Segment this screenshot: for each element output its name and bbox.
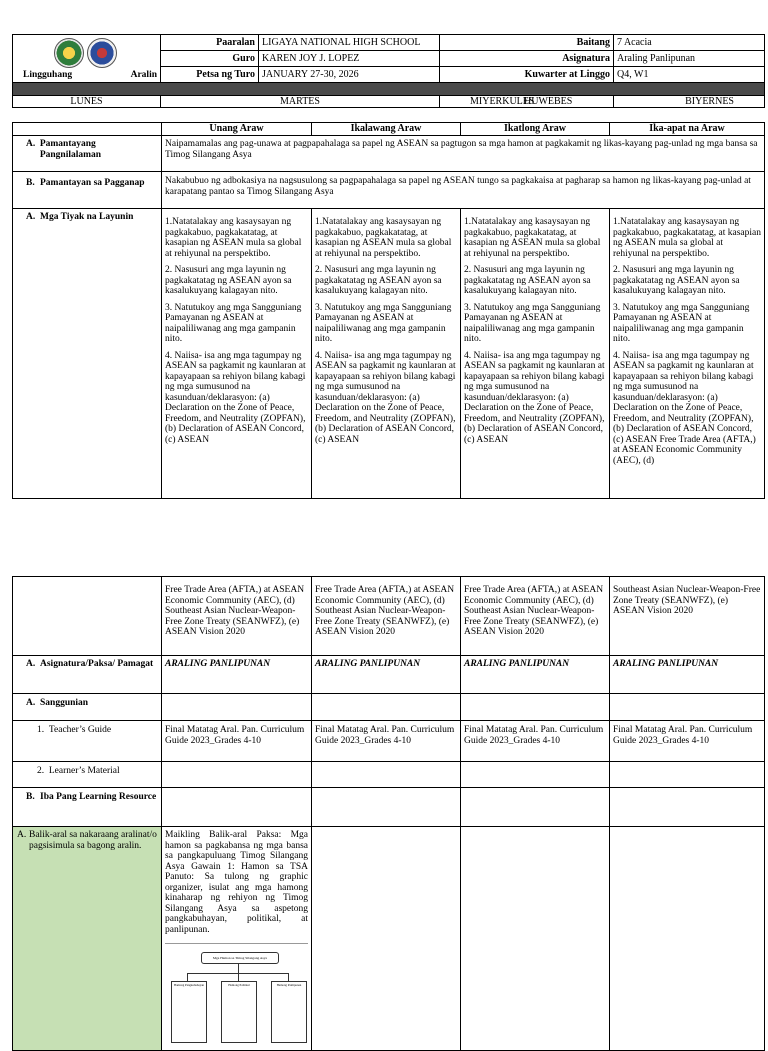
content-standard-label: A. Pamantayang Pangnilalaman bbox=[13, 136, 162, 172]
plan-table-page1 bbox=[12, 122, 765, 499]
plan-table-page2 bbox=[12, 576, 765, 1051]
teacher-label: Guro bbox=[161, 51, 259, 67]
quarter-label: Kuwarter at Linggo bbox=[440, 67, 614, 83]
subject-topic-day1: ARALING PANLIPUNAN bbox=[162, 656, 312, 694]
grade-value: 7 Acacia bbox=[614, 35, 765, 51]
teachers-guide-day4: Final Matatag Aral. Pan. Curriculum Guide 2023_Grades 4-10 bbox=[610, 721, 765, 762]
subject-label: Asignatura bbox=[440, 51, 614, 67]
continuation-day4: Southeast Asian Nuclear-Weapon-Free Zone Treaty (SEANWFZ), (e) ASEAN Vision 2020 bbox=[610, 577, 765, 656]
deped-seal-icon bbox=[87, 38, 117, 68]
day2-header: Ikalawang Araw bbox=[312, 123, 461, 136]
review-text: Maikling Balik-aral Paksa: Mga hamon sa pagkabansa ng mga bansa sa pangkapuluang Timog Silangang Asya Gawain 1: Hamon sa TSA Panuto: Sa tulong ng graphic organizer, isulat ang mga hamong kinaharap ng rehiyon ng Timog Silangang Asya sa aspetong pangkabuhayan, politikal, at panlipunan. bbox=[165, 830, 308, 935]
subject-topic-day2: ARALING PANLIPUNAN bbox=[312, 656, 461, 694]
continuation-day1: Free Trade Area (AFTA,) at ASEAN Economic Community (AEC), (d) Southeast Asian Nuclear-Weapon-Free Zone Treaty (SEANWFZ), (e) ASEAN Vision 2020 bbox=[162, 577, 312, 656]
objectives-day2: 1.Natatalakay ang kasaysayan ng pagkakabuo, pagkakatatag, at kasapian ng ASEAN mula sa global at rehiyunal na perspektibo. 2. Nasusuri ang mga layunin ng pagkakatatag ng ASEAN ayon sa kasalukuyang kalagayan nito. 3. Natutukoy ang mga Sangguniang Pamayanan ng ASEAN at naipaliliwanag ang mga gampanin nito. 4. Naiisa- isa ang mga tagumpay ng ASEAN sa pagkamit ng kaunlaran at kapayapaan sa rehiyon bilang kabagi ng mga sumusunod na kasunduan/deklarasyon: (a) Declaration on the Zone of Peace, Freedom, and Neutrality (ZOPFAN), (b) Declaration of ASEAN Concord, (c) ASEAN bbox=[312, 209, 461, 499]
organizer-box-1: Hamong Pangkabuhayan bbox=[171, 981, 207, 1043]
subject-topic-day3: ARALING PANLIPUNAN bbox=[461, 656, 610, 694]
other-resources-label: B. Iba Pang Learning Resource bbox=[13, 788, 162, 827]
review-day1 bbox=[162, 827, 312, 1051]
objectives-day3: 1.Natatalakay ang kasaysayan ng pagkakabuo, pagkakatatag, at kasapian ng ASEAN mula sa global at rehiyunal na perspektibo. 2. Nasusuri ang mga layunin ng pagkakatatag ng ASEAN ayon sa kasalukuyang kalagayan nito. 3. Natutukoy ang mga Sangguniang Pamayanan ng ASEAN at naipaliliwanag ang mga gampanin nito. 4. Naiisa- isa ang mga tagumpay ng ASEAN sa pagkamit ng kaunlaran at kapayapaan sa rehiyon bilang kabagi ng mga sumusunod na kasunduan/deklarasyon: (a) Declaration on the Zone of Peace, Freedom, and Neutrality (ZOPFAN), (b) Declaration of ASEAN Concord, (c) ASEAN bbox=[461, 209, 610, 499]
day4-header: Ika-apat na Araw bbox=[610, 123, 765, 136]
school-label: Paaralan bbox=[161, 35, 259, 51]
performance-standard-text: Nakabubuo ng adbokasiya na nagsusulong sa pagpapahalaga sa papel ng ASEAN tungo sa pagkakaisa at pagharap sa hamon ng likas-kayang pag-unlad at karapatang pantao sa Timog Silangang Asya bbox=[162, 172, 765, 209]
performance-standard-label: B. Pamantayan sa Pagganap bbox=[13, 172, 162, 209]
logo-cell bbox=[13, 35, 161, 83]
school-seal-icon bbox=[54, 38, 84, 68]
teachers-guide-day1: Final Matatag Aral. Pan. Curriculum Guide 2023_Grades 4-10 bbox=[162, 721, 312, 762]
doc-label-right: Aralin bbox=[130, 70, 157, 80]
dark-divider bbox=[13, 83, 765, 96]
weekday-miyerkules: MIYERKULES bbox=[440, 96, 614, 108]
organizer-title-box: Mga Hamon sa Timog Silangang Asya bbox=[201, 952, 279, 964]
objectives-day1: 1.Natatalakay ang kasaysayan ng pagkakabuo, pagkakatatag, at kasapian ng ASEAN mula sa global at rehiyunal na perspektibo. 2. Nasusuri ang mga layunin ng pagkakatatag ng ASEAN ayon sa kasalukuyang kalagayan nito. 3. Natutukoy ang mga Sangguniang Pamayanan ng ASEAN at naipaliliwanag ang mga gampanin nito. 4. Naiisa- isa ang mga tagumpay ng ASEAN sa pagkamit ng kaunlaran at kapayapaan sa rehiyon bilang kabagi ng mga sumusunod na kasunduan/deklarasyon: (a) Declaration on the Zone of Peace, Freedom, and Neutrality (ZOPFAN), (b) Declaration of ASEAN Concord, (c) ASEAN bbox=[162, 209, 312, 499]
header-table bbox=[12, 34, 765, 108]
organizer-box-2: Hamong Politikal bbox=[221, 981, 257, 1043]
header-block bbox=[12, 34, 765, 108]
objectives-day4: 1.Natatalakay ang kasaysayan ng pagkakabuo, pagkakatatag, at kasapian ng ASEAN mula sa global at rehiyunal na perspektibo. 2. Nasusuri ang mga layunin ng pagkakatatag ng ASEAN ayon sa kasalukuyang kalagayan nito. 3. Natutukoy ang mga Sangguniang Pamayanan ng ASEAN at naipaliliwanag ang mga gampanin nito. 4. Naiisa- isa ang mga tagumpay ng ASEAN sa pagkamit ng kaunlaran at kapayapaan sa rehiyon bilang kabagi ng mga sumusunod na kasunduan/deklarasyon: (a) Declaration on the Zone of Peace, Freedom, and Neutrality (ZOPFAN), (b) Declaration of ASEAN Concord, (c) ASEAN Free Trade Area (AFTA,) at ASEAN Economic Community (AEC), (d) bbox=[610, 209, 765, 499]
weekday-martes: MARTES bbox=[161, 96, 440, 108]
teachers-guide-day3: Final Matatag Aral. Pan. Curriculum Guide 2023_Grades 4-10 bbox=[461, 721, 610, 762]
teachers-guide-label: 1. Teacher’s Guide bbox=[13, 721, 162, 762]
review-label: A. Balik-aral sa nakaraang aralinat/o pagsisimula sa bagong aralin. bbox=[13, 827, 162, 1051]
continuation-day3: Free Trade Area (AFTA,) at ASEAN Economic Community (AEC), (d) Southeast Asian Nuclear-Weapon-Free Zone Treaty (SEANWFZ), (e) ASEAN Vision 2020 bbox=[461, 577, 610, 656]
weekday-huwebes-biyernes bbox=[524, 96, 765, 108]
references-label: A. Sanggunian bbox=[13, 694, 162, 721]
organizer-box-3: Hamong Panlipunan bbox=[271, 981, 307, 1043]
subject-topic-day4: ARALING PANLIPUNAN bbox=[610, 656, 765, 694]
subject-topic-label: A. Asignatura/Paksa/ Pamagat bbox=[13, 656, 162, 694]
day1-header: Unang Araw bbox=[162, 123, 312, 136]
weekday-lunes: LUNES bbox=[13, 96, 161, 108]
day3-header: Ikatlong Araw bbox=[461, 123, 610, 136]
school-value: LIGAYA NATIONAL HIGH SCHOOL bbox=[259, 35, 440, 51]
teachers-guide-day2: Final Matatag Aral. Pan. Curriculum Guide 2023_Grades 4-10 bbox=[312, 721, 461, 762]
subject-value: Araling Panlipunan bbox=[614, 51, 765, 67]
continuation-day2: Free Trade Area (AFTA,) at ASEAN Economic Community (AEC), (d) Southeast Asian Nuclear-Weapon-Free Zone Treaty (SEANWFZ), (e) ASEAN Vision 2020 bbox=[312, 577, 461, 656]
weekday-huwebes: HUWEBES bbox=[524, 96, 573, 107]
grade-label: Baitang bbox=[440, 35, 614, 51]
quarter-value: Q4, W1 bbox=[614, 67, 765, 83]
date-value: JANUARY 27-30, 2026 bbox=[259, 67, 440, 83]
weekday-biyernes: BIYERNES bbox=[685, 96, 734, 107]
graphic-organizer bbox=[165, 943, 308, 1034]
doc-label-left: Lingguhang bbox=[23, 70, 73, 80]
content-standard-text: Naipamamalas ang pag-unawa at pagpapahalaga sa papel ng ASEAN sa pagtugon sa mga hamon at pagkakamit ng likas-kayang pag-unlad ng mga bansa sa Timog Silangang Asya bbox=[162, 136, 765, 172]
date-label: Petsa ng Turo bbox=[161, 67, 259, 83]
objectives-label: A. Mga Tiyak na Layunin bbox=[13, 209, 162, 499]
learners-material-label: 2. Learner’s Material bbox=[13, 762, 162, 788]
teacher-value: KAREN JOY J. LOPEZ bbox=[259, 51, 440, 67]
